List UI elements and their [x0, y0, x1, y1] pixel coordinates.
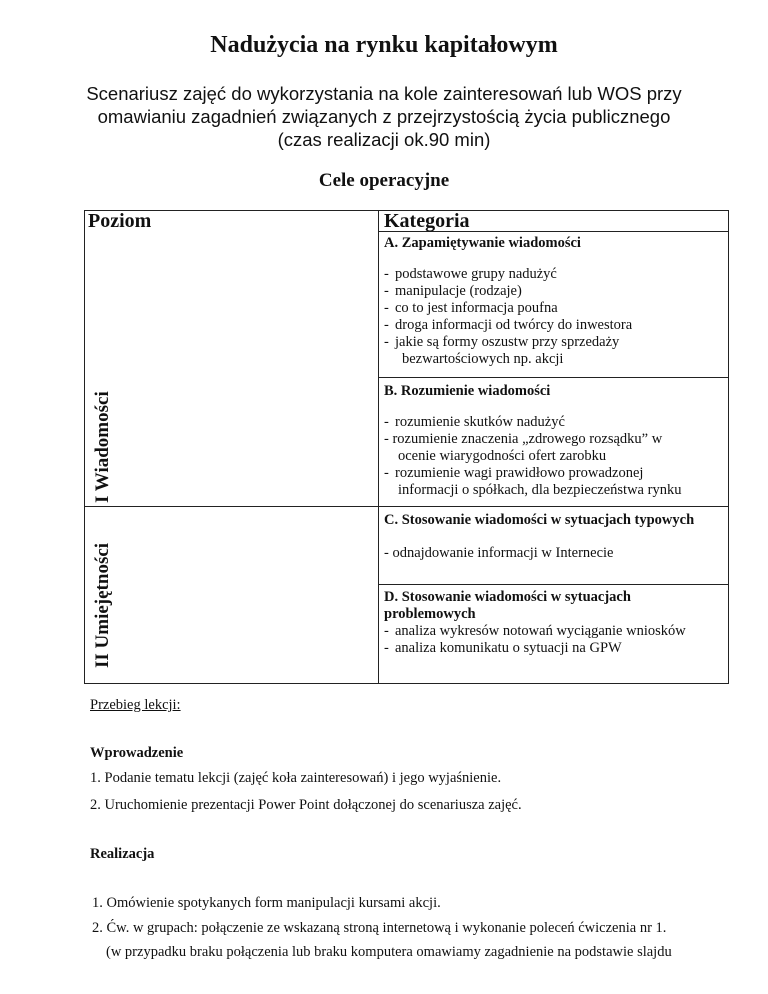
- column-header-kategoria: Kategoria: [384, 210, 470, 232]
- list-item: - analiza komunikatu o sytuacji na GPW: [384, 640, 622, 656]
- category-b: [384, 383, 714, 499]
- goals-heading: Cele operacyjne: [318, 170, 450, 191]
- list-item: - podstawowe grupy nadużyć: [384, 266, 557, 282]
- list-item-continuation: ocenie wiarygodności ofert zarobku: [398, 448, 607, 464]
- subtitle-line-3: (czas realizacji ok.90 min): [277, 129, 491, 150]
- realization-step-2: 2. Ćw. w grupach: połączenie ze wskazaną stroną internetową i wykonanie poleceń ćwiczenia nr 1.: [92, 920, 667, 936]
- category-b-title: B. Rozumienie wiadomości: [384, 383, 551, 399]
- intro-step-1: 1. Podanie tematu lekcji (zajęć koła zainteresowań) i jego wyjaśnienie.: [90, 770, 502, 786]
- list-item: - droga informacji od twórcy do inwestora: [384, 317, 633, 333]
- list-item: - odnajdowanie informacji w Internecie: [384, 545, 614, 561]
- table-border-right: [728, 210, 729, 684]
- list-item: - rozumienie skutków nadużyć: [384, 414, 565, 430]
- row-divider-level: [84, 506, 729, 507]
- realization-step-1: 1. Omówienie spotykanych form manipulacji kursami akcji.: [92, 895, 441, 911]
- category-a: [384, 235, 714, 368]
- category-c-title: C. Stosowanie wiadomości w sytuacjach typowych: [384, 512, 695, 528]
- row-divider-a-b: [378, 377, 729, 378]
- list-item-continuation: bezwartościowych np. akcji: [402, 351, 564, 367]
- table-border-left: [84, 210, 85, 684]
- table-column-divider: [378, 210, 379, 684]
- category-a-title: A. Zapamiętywanie wiadomości: [384, 235, 581, 251]
- level-label-umiejetnosci: II Umiejętności: [92, 542, 113, 668]
- intro-step-2: 2. Uruchomienie prezentacji Power Point dołączonej do scenariusza zajęć.: [90, 797, 522, 813]
- list-item: - rozumienie wagi prawidłowo prowadzonej: [384, 465, 644, 481]
- list-item-continuation: informacji o spółkach, dla bezpieczeństwa rynku: [398, 482, 682, 498]
- subtitle-line-1: Scenariusz zajęć do wykorzystania na kole zainteresowań lub WOS przy: [86, 83, 682, 104]
- category-c: [384, 512, 726, 562]
- list-item: - analiza wykresów notowań wyciąganie wniosków: [384, 623, 686, 639]
- realization-step-2-note: (w przypadku braku połączenia lub braku komputera omawiamy zagadnienie na podstawie slajdu: [106, 944, 672, 960]
- document-subtitle: [60, 82, 708, 151]
- document-title: Nadużycia na rynku kapitałowym: [210, 32, 558, 58]
- list-item: - co to jest informacja poufna: [384, 300, 558, 316]
- level-label-wiadomosci: I Wiadomości: [92, 391, 113, 503]
- subtitle-line-2: omawianiu zagadnień związanych z przejrzystością życia publicznego: [97, 106, 671, 127]
- list-item: - manipulacje (rodzaje): [384, 283, 522, 299]
- list-item: - jakie są formy oszustw przy sprzedaży: [384, 334, 620, 350]
- lesson-heading: Przebieg lekcji:: [90, 697, 181, 713]
- column-header-poziom: Poziom: [88, 210, 152, 232]
- realization-heading: Realizacja: [90, 846, 155, 862]
- category-d: [384, 589, 714, 657]
- list-item: - rozumienie znaczenia „zdrowego rozsądku” w: [384, 431, 663, 447]
- category-d-title-line-2: problemowych: [384, 606, 476, 622]
- table-border-bottom: [84, 683, 729, 684]
- category-d-title-line-1: D. Stosowanie wiadomości w sytuacjach: [384, 589, 631, 605]
- row-divider-c-d: [378, 584, 729, 585]
- intro-heading: Wprowadzenie: [90, 745, 184, 761]
